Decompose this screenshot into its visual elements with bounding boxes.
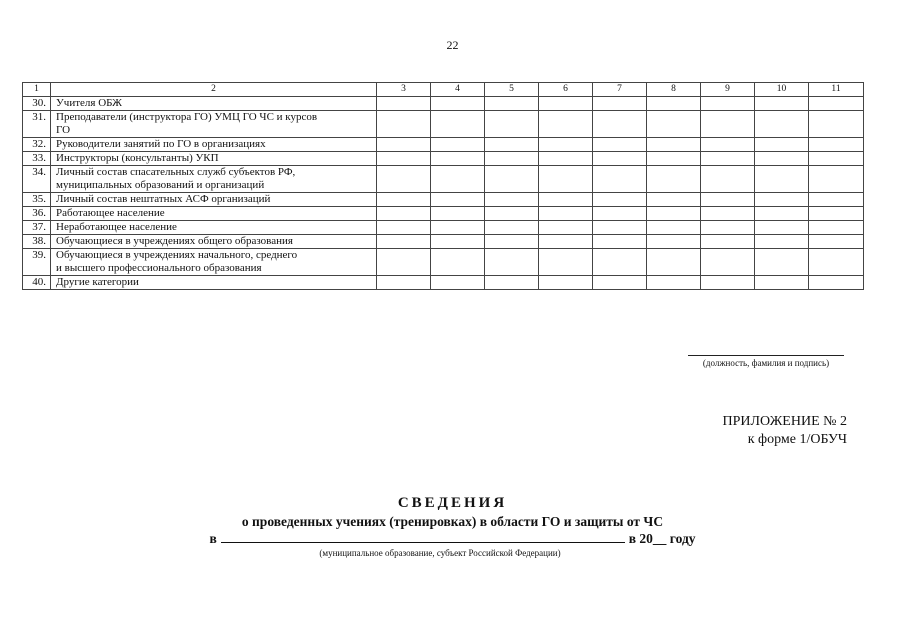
value-cell: [539, 221, 593, 235]
value-cell: [485, 97, 539, 111]
value-cell: [647, 111, 701, 138]
value-cell: [701, 207, 755, 221]
report-table: [22, 82, 864, 290]
column-header-11: 11: [809, 83, 864, 97]
value-cell: [809, 193, 864, 207]
table-row: [23, 111, 864, 138]
value-cell: [755, 138, 809, 152]
value-cell: [539, 207, 593, 221]
value-cell: [755, 249, 809, 276]
value-cell: [377, 193, 431, 207]
value-cell: [593, 235, 647, 249]
row-category-line: Преподаватели (инструктора ГО) УМЦ ГО ЧС и курсов: [56, 111, 318, 123]
row-category-line: и высшего профессионального образования: [56, 262, 262, 274]
value-cell: [593, 276, 647, 290]
table-row: [23, 152, 864, 166]
value-cell: [755, 111, 809, 138]
row-category: [51, 152, 377, 166]
value-cell: [485, 111, 539, 138]
column-header-2: 2: [51, 83, 377, 97]
value-cell: [539, 235, 593, 249]
row-category: [51, 221, 377, 235]
row-number: 31.: [23, 111, 51, 138]
value-cell: [809, 152, 864, 166]
value-cell: [701, 249, 755, 276]
row-category-line: Руководители занятий по ГО в организациях: [56, 138, 266, 150]
value-cell: [377, 276, 431, 290]
value-cell: [377, 207, 431, 221]
row-category: [51, 235, 377, 249]
value-cell: [701, 193, 755, 207]
value-cell: [593, 221, 647, 235]
value-cell: [485, 193, 539, 207]
value-cell: [431, 138, 485, 152]
value-cell: [701, 221, 755, 235]
value-cell: [485, 235, 539, 249]
value-cell: [485, 221, 539, 235]
municipality-blank: [221, 531, 625, 543]
value-cell: [431, 221, 485, 235]
value-cell: [755, 221, 809, 235]
value-cell: [755, 166, 809, 193]
column-header-9: 9: [701, 83, 755, 97]
value-cell: [701, 138, 755, 152]
row-category: [51, 97, 377, 111]
value-cell: [431, 235, 485, 249]
value-cell: [809, 138, 864, 152]
document-subtitle: о проведенных учениях (тренировках) в области ГО и защиты от ЧС: [241, 514, 664, 529]
value-cell: [647, 276, 701, 290]
value-cell: [701, 235, 755, 249]
value-cell: [701, 166, 755, 193]
row-number: 30.: [23, 97, 51, 111]
column-header-10: 10: [755, 83, 809, 97]
value-cell: [593, 207, 647, 221]
row-category-line: Инструкторы (консультанты) УКП: [56, 152, 219, 164]
row-number: 36.: [23, 207, 51, 221]
value-cell: [809, 111, 864, 138]
row-category: [51, 166, 377, 193]
row-category-line: Обучающиеся в учреждениях начального, среднего: [56, 249, 298, 261]
value-cell: [539, 193, 593, 207]
row-category-line: Неработающее население: [56, 221, 177, 233]
column-header-7: 7: [593, 83, 647, 97]
column-header-3: 3: [377, 83, 431, 97]
row-category-line: Учителя ОБЖ: [56, 97, 123, 109]
value-cell: [431, 166, 485, 193]
value-cell: [809, 249, 864, 276]
table-row: [23, 138, 864, 152]
column-header-6: 6: [539, 83, 593, 97]
value-cell: [539, 97, 593, 111]
value-cell: [377, 97, 431, 111]
signature-caption: (должность, фамилия и подпись): [688, 355, 844, 368]
heading-suffix: в 20__ году: [628, 531, 696, 546]
table-row: [23, 221, 864, 235]
value-cell: [701, 152, 755, 166]
row-number: 38.: [23, 235, 51, 249]
municipality-caption: (муниципальное образование, субъект Российской Федерации): [319, 548, 561, 558]
value-cell: [809, 207, 864, 221]
row-number: 39.: [23, 249, 51, 276]
row-number: 37.: [23, 221, 51, 235]
value-cell: [647, 249, 701, 276]
row-category: [51, 207, 377, 221]
value-cell: [431, 193, 485, 207]
value-cell: [647, 138, 701, 152]
page-number: 22: [446, 38, 459, 52]
value-cell: [809, 166, 864, 193]
value-cell: [755, 97, 809, 111]
column-header-4: 4: [431, 83, 485, 97]
row-category-line: ГО: [56, 124, 71, 136]
table-row: [23, 235, 864, 249]
value-cell: [377, 111, 431, 138]
column-header-5: 5: [485, 83, 539, 97]
value-cell: [539, 166, 593, 193]
value-cell: [377, 249, 431, 276]
value-cell: [647, 207, 701, 221]
value-cell: [755, 152, 809, 166]
value-cell: [485, 276, 539, 290]
value-cell: [647, 152, 701, 166]
column-header-8: 8: [647, 83, 701, 97]
appendix-block: [723, 413, 848, 449]
value-cell: [755, 207, 809, 221]
value-cell: [431, 207, 485, 221]
heading-fill-line: [0, 531, 905, 547]
row-number: 40.: [23, 276, 51, 290]
row-category: [51, 138, 377, 152]
value-cell: [593, 138, 647, 152]
value-cell: [593, 111, 647, 138]
row-category-line: Личный состав спасательных служб субъектов РФ,: [56, 166, 296, 178]
table-row: [23, 276, 864, 290]
row-category: [51, 111, 377, 138]
value-cell: [809, 235, 864, 249]
value-cell: [539, 152, 593, 166]
value-cell: [377, 152, 431, 166]
value-cell: [755, 193, 809, 207]
value-cell: [701, 111, 755, 138]
heading-prefix: в: [209, 531, 217, 546]
value-cell: [809, 221, 864, 235]
row-category-line: Другие категории: [56, 276, 139, 288]
row-category: [51, 249, 377, 276]
value-cell: [701, 97, 755, 111]
row-category: [51, 276, 377, 290]
row-number: 33.: [23, 152, 51, 166]
table-row: [23, 97, 864, 111]
table-row: [23, 249, 864, 276]
value-cell: [647, 221, 701, 235]
value-cell: [539, 276, 593, 290]
appendix-title: ПРИЛОЖЕНИЕ № 2: [722, 414, 847, 429]
value-cell: [485, 138, 539, 152]
row-category-line: муниципальных образований и организаций: [56, 179, 265, 191]
value-cell: [377, 166, 431, 193]
table-row: [23, 193, 864, 207]
value-cell: [539, 138, 593, 152]
value-cell: [539, 111, 593, 138]
value-cell: [593, 97, 647, 111]
value-cell: [431, 249, 485, 276]
value-cell: [647, 193, 701, 207]
value-cell: [485, 249, 539, 276]
value-cell: [431, 97, 485, 111]
appendix-form-ref: к форме 1/ОБУЧ: [747, 432, 847, 447]
table-row: [23, 166, 864, 193]
row-number: 32.: [23, 138, 51, 152]
value-cell: [485, 207, 539, 221]
value-cell: [755, 276, 809, 290]
value-cell: [755, 235, 809, 249]
value-cell: [593, 193, 647, 207]
row-category-line: Работающее население: [56, 207, 165, 219]
value-cell: [377, 235, 431, 249]
value-cell: [593, 166, 647, 193]
value-cell: [647, 166, 701, 193]
value-cell: [431, 111, 485, 138]
document-title: СВЕДЕНИЯ: [397, 495, 508, 511]
document-heading: [0, 495, 905, 558]
row-number: 34.: [23, 166, 51, 193]
value-cell: [485, 166, 539, 193]
value-cell: [485, 152, 539, 166]
row-category-line: Обучающиеся в учреждениях общего образования: [56, 235, 293, 247]
value-cell: [539, 249, 593, 276]
value-cell: [431, 152, 485, 166]
value-cell: [809, 276, 864, 290]
row-number: 35.: [23, 193, 51, 207]
table-header-row: [23, 83, 864, 97]
value-cell: [431, 276, 485, 290]
value-cell: [593, 152, 647, 166]
table-row: [23, 207, 864, 221]
row-category-line: Личный состав нештатных АСФ организаций: [56, 193, 271, 205]
value-cell: [593, 249, 647, 276]
value-cell: [647, 235, 701, 249]
row-category: [51, 193, 377, 207]
value-cell: [701, 276, 755, 290]
value-cell: [809, 97, 864, 111]
column-header-1: 1: [23, 83, 51, 97]
value-cell: [647, 97, 701, 111]
value-cell: [377, 138, 431, 152]
value-cell: [377, 221, 431, 235]
